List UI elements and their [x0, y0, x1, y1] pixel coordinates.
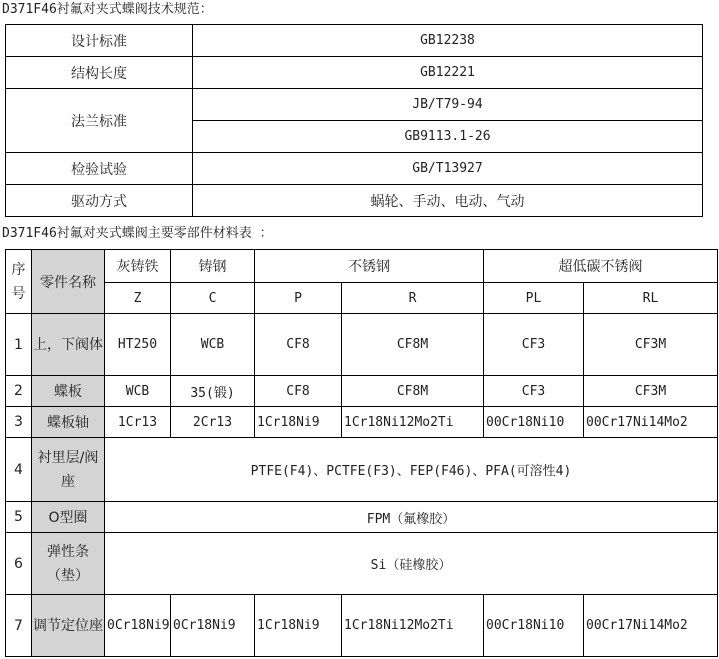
material-cell: CF3 [484, 376, 584, 407]
material-cell: 1Cr13 [105, 407, 171, 438]
spec-label: 检验试验 [6, 153, 193, 185]
materials-title: D371F46衬氟对夹式蝶阀主要零部件材料表 ： [2, 226, 273, 241]
part-name: 蝶板轴 [32, 407, 105, 438]
code-cell: C [171, 283, 255, 314]
material-cell: CF8M [342, 376, 484, 407]
spec-label: 驱动方式 [6, 185, 193, 217]
table-row [6, 376, 718, 407]
material-span-cell: Si（硅橡胶） [105, 533, 718, 595]
part-name: 蝶板 [32, 376, 105, 407]
material-cell: 00Cr17Ni14Mo2 [584, 407, 718, 438]
material-cell: HT250 [105, 314, 171, 376]
stainless-header: 不锈钢 [255, 250, 484, 283]
row-number: 3 [6, 407, 32, 438]
spec-table [5, 24, 703, 217]
part-name: O型圈 [32, 502, 105, 533]
row-number: 1 [6, 314, 32, 376]
material-cell: CF3M [584, 376, 718, 407]
material-cell: 0Cr18Ni9 [171, 595, 255, 657]
part-name: 弹性条（垫） [32, 533, 105, 595]
table-row [6, 595, 718, 657]
material-cell: CF8 [255, 376, 342, 407]
part-name: 调节定位座 [32, 595, 105, 657]
grey-iron-header: 灰铸铁 [105, 250, 171, 283]
spec-label: 设计标准 [6, 25, 193, 57]
code-cell: P [255, 283, 342, 314]
spec-label: 结构长度 [6, 57, 193, 89]
material-cell: CF3M [584, 314, 718, 376]
part-name: 上，下阀体 [32, 314, 105, 376]
material-cell: WCB [105, 376, 171, 407]
material-cell: 00Cr17Ni14Mo2 [584, 595, 718, 657]
material-cell: 0Cr18Ni9 [105, 595, 171, 657]
ultra-low-carbon-header: 超低碳不锈阀 [484, 250, 718, 283]
cast-steel-header: 铸钢 [171, 250, 255, 283]
code-cell: Z [105, 283, 171, 314]
row-number: 6 [6, 533, 32, 595]
material-cell: CF3 [484, 314, 584, 376]
spec-value: GB9113.1-26 [193, 121, 703, 153]
materials-table [5, 249, 718, 657]
material-cell: WCB [171, 314, 255, 376]
table-row [6, 438, 718, 502]
material-span-cell: FPM（氟橡胶） [105, 502, 718, 533]
spec-value: 蜗轮、手动、电动、气动 [193, 185, 703, 217]
row-number: 5 [6, 502, 32, 533]
code-cell: PL [484, 283, 584, 314]
material-cell: 1Cr18Ni9 [255, 595, 342, 657]
part-name: 衬里层/阀座 [32, 438, 105, 502]
table-row [6, 407, 718, 438]
table-row [6, 533, 718, 595]
material-cell: 35(锻) [171, 376, 255, 407]
material-span-cell: PTFE(F4)、PCTFE(F3)、FEP(F46)、PFA(可溶性4) [105, 438, 718, 502]
material-cell: 2Cr13 [171, 407, 255, 438]
material-cell: 00Cr18Ni10 [484, 595, 584, 657]
spec-value: GB/T13927 [193, 153, 703, 185]
material-cell: 1Cr18Ni12Mo2Ti [342, 595, 484, 657]
table-row [6, 314, 718, 376]
spec-value: GB12221 [193, 57, 703, 89]
row-number: 2 [6, 376, 32, 407]
spec-value: JB/T79-94 [193, 89, 703, 121]
code-cell: RL [584, 283, 718, 314]
spec-label: 法兰标准 [6, 89, 193, 153]
part-name-header: 零件名称 [32, 250, 105, 314]
material-cell: 00Cr18Ni10 [484, 407, 584, 438]
material-cell: CF8M [342, 314, 484, 376]
table-row [6, 502, 718, 533]
seq-header: 序号 [6, 250, 32, 314]
material-cell: CF8 [255, 314, 342, 376]
spec-title: D371F46衬氟对夹式蝶阀技术规范： [2, 2, 213, 17]
code-cell: R [342, 283, 484, 314]
row-number: 4 [6, 438, 32, 502]
row-number: 7 [6, 595, 32, 657]
material-cell: 1Cr18Ni9 [255, 407, 342, 438]
spec-value: GB12238 [193, 25, 703, 57]
material-cell: 1Cr18Ni12Mo2Ti [342, 407, 484, 438]
